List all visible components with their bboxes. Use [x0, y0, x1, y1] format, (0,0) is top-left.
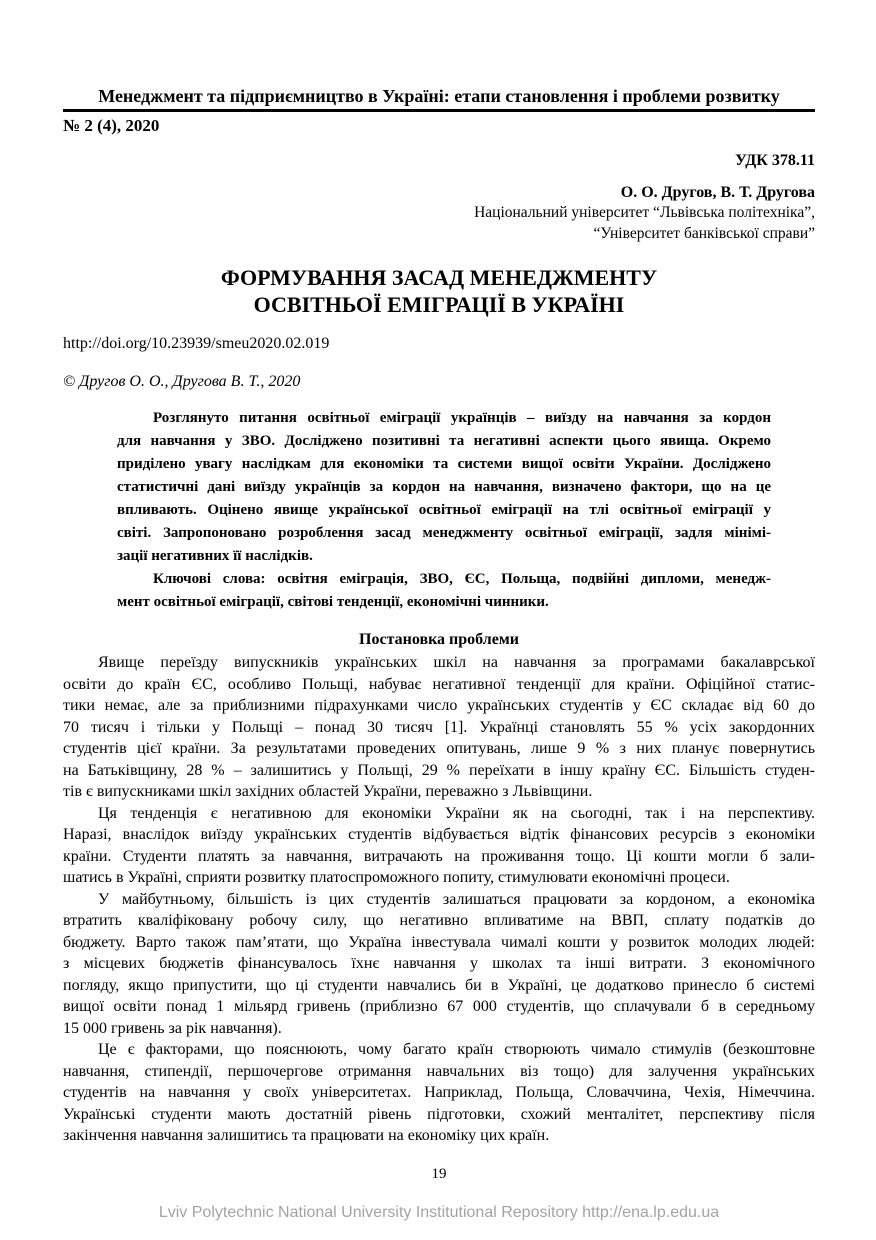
udc-code: УДК 378.11 [735, 152, 815, 169]
doi-link[interactable]: http://doi.org/10.23939/smeu2020.02.019 [63, 335, 330, 352]
text-line: Наразі, внаслідок виїзду українських студентів відбувається відтік фінансових ресурсів з економіки [63, 826, 815, 843]
article-title-line-1: ФОРМУВАННЯ ЗАСАД МЕНЕДЖМЕНТУ [220, 265, 658, 290]
text-line: статистичні дані виїзду українців за кордон на навчання, визначено фактори, що на це [117, 479, 771, 495]
text-line: приділено увагу наслідкам для економіки та системи вищої освіти України. Досліджено [117, 456, 771, 472]
text-line: 15 000 гривень за рік навчання). [63, 1019, 282, 1037]
text-line: впливають. Оцінено явище української освітньої еміграції на тлі освітньої еміграції у [117, 502, 771, 518]
text-line: Ця тенденція є негативною для економіки України як на сьогодні, так і на перспективу. [98, 804, 815, 822]
text-line: зації негативних її наслідків. [117, 548, 313, 564]
paragraph [63, 1039, 815, 1147]
header-rule [63, 109, 815, 112]
text-line: шатись в Україні, сприяти розвитку платоспроможного попиту, стимулювати економічні процеси. [63, 869, 730, 886]
article-title [63, 264, 815, 318]
paragraph [63, 889, 815, 1040]
repository-watermark: Lviv Polytechnic National University Institutional Repository http://ena.lp.edu.ua [158, 1203, 720, 1221]
paragraph [63, 652, 815, 803]
text-line: країни. Студенти платять за навчання, витрачають на проживання тощо. Ці кошти могли б зали- [63, 847, 815, 865]
text-line: студентів на навчання у своїх університетах. Наприклад, Польща, Словаччина, Чехія, Німеччина. [63, 1084, 815, 1101]
text-line: з місцевих бюджетів фінансувалось їхнє навчання у школах та інші витрати. З економічного [63, 955, 815, 972]
text-line: освіти до країн ЄС, особливо Польщі, набуває негативної тенденції для країни. Офіційної статис- [63, 675, 815, 693]
text-line: У майбутньому, більшість із цих студентів залишаться працювати за кордоном, а економіка [98, 890, 815, 908]
affiliation-1: Національний університет “Львівська політехніка”, [474, 204, 815, 221]
page-number: 19 [431, 1165, 447, 1182]
text-line: Розглянуто питання освітньої еміграції українців – виїзду на навчання за кордон [153, 410, 771, 426]
text-line: студентів цієї країни. За результатами проведених опитувань, лише 9 % з них планує повернутись [63, 740, 815, 757]
journal-issue: № 2 (4), 2020 [63, 116, 160, 135]
text-line: світі. Запропоновано розроблення засад менеджменту освітньої еміграції, задля мінімі- [117, 525, 771, 541]
text-line: Ключові слова: освітня еміграція, ЗВО, ЄС, Польща, подвійні дипломи, менедж- [153, 571, 771, 587]
text-line: тики немає, але за приблизними підрахунками число українських студентів у ЄС складає від 60 до [63, 697, 815, 714]
journal-header-title: Менеджмент та підприємництво в Україні: етапи становлення і проблеми розвитку [98, 86, 780, 106]
authors: О. О. Другов, В. Т. Другова [620, 184, 815, 201]
text-line: Явище переїзду випускників українських шкіл на навчання за програмами бакалаврської [98, 654, 815, 671]
copyright-line: © Другов О. О., Другова В. Т., 2020 [63, 373, 301, 390]
text-line: закінчення навчання залишитись та працювати на економіку цих країн. [63, 1127, 550, 1144]
section-paragraphs [63, 652, 815, 1147]
text-line: тів є випускниками шкіл західних областей України, переважно з Львівщини. [63, 783, 593, 800]
text-line: навчання, стипендії, першочергове отримання навчальних віз тощо) для залучення українських [63, 1062, 815, 1080]
text-line: Українські студенти мають достатній рівень підготовки, схожий менталітет, перспективу після [63, 1105, 815, 1123]
text-line: 70 тисяч і тільки у Польщі – понад 30 тисяч [1]. Українці становлять 55 % усіх закордонних [63, 718, 815, 736]
text-line: для навчання у ЗВО. Досліджено позитивні та негативні аспекти цього явища. Окремо [117, 433, 771, 449]
affiliation-2: “Університет банківської справи” [593, 225, 815, 242]
keywords [117, 568, 771, 614]
text-line: втратить кваліфіковану робочу силу, що негативно впливатиме на ВВП, сплату податків до [63, 912, 815, 929]
text-line: вищої освіти понад 1 мільярд гривень (приблизно 67 000 студентів, що сплачували б в середньому [63, 998, 815, 1015]
section-heading: Постановка проблеми [359, 631, 519, 648]
text-line: Це є факторами, що пояснюють, чому багато країн створюють чимало стимулів (безкоштовне [98, 1041, 815, 1058]
text-line: бюджету. Варто також пам’ятати, що Україна інвестувала чималі кошти у розвиток молодих людей: [63, 933, 815, 951]
paragraph [63, 803, 815, 889]
text-line: мент освітньої еміграції, світові тенденції, економічні чинники. [117, 594, 549, 610]
abstract [117, 407, 771, 568]
text-line: на Батьківщину, 28 % – залишитись у Польщі, 29 % переїхати в іншу країну ЄС. Більшість студен- [63, 761, 815, 779]
article-title-line-2: ОСВІТНЬОЇ ЕМІГРАЦІЇ В УКРАЇНІ [253, 292, 625, 317]
text-line: погляду, якщо припустити, що ці студенти навчались би в Україні, це додатково принесло б системі [63, 976, 815, 994]
